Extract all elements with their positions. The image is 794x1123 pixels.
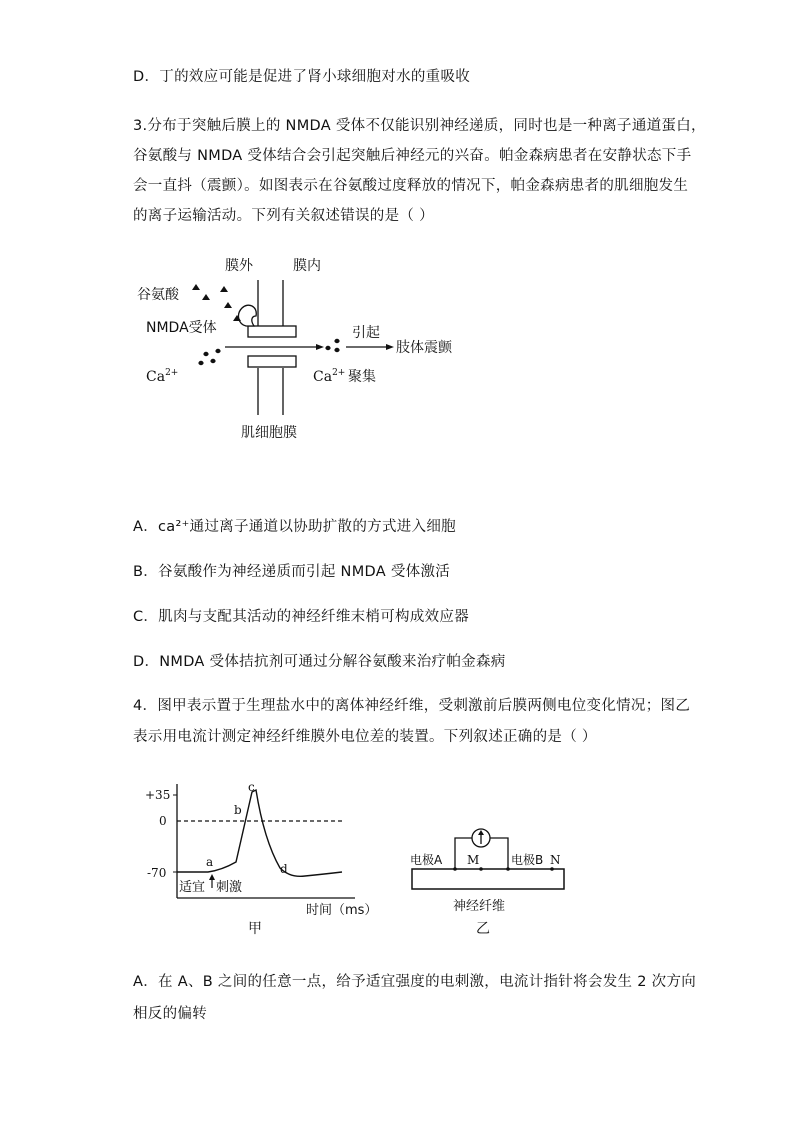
q3-stem-line-4: 的离子运输活动。下列有关叙述错误的是（ ） xyxy=(133,208,434,224)
q3-option-a: A．ca²⁺通过离子通道以协助扩散的方式进入细胞 xyxy=(133,519,456,535)
nmda-receptor-shape xyxy=(239,305,257,326)
label-gather: 聚集 xyxy=(348,369,376,385)
caption-jia: 甲 xyxy=(248,921,262,937)
q4-option-a-line-1: A．在 A、B 之间的任意一点，给予适宜强度的电刺激，电流计指针将会发生 2 次方向 xyxy=(133,974,697,990)
ion-flow-arrowhead xyxy=(316,344,324,350)
electrode-a-point xyxy=(453,867,457,871)
label-ca-left: $Ca^{2+}$ xyxy=(146,368,179,385)
ca-ions-right xyxy=(325,339,339,352)
channel-protein-bottom xyxy=(248,356,296,367)
label-inside: 膜内 xyxy=(293,258,321,274)
y-tick-zero: 0 xyxy=(159,814,167,828)
label-m: M xyxy=(467,853,480,867)
q4-figure-yi xyxy=(405,820,575,940)
ca-ions-left xyxy=(198,349,220,365)
x-axis-label: 时间（ms） xyxy=(306,903,378,918)
stimulus-arrowhead xyxy=(209,874,215,880)
point-b: b xyxy=(234,803,242,817)
label-fiber: 神经纤维 xyxy=(453,899,506,914)
label-nmda-receptor: NMDA受体 xyxy=(146,320,217,336)
label-n: N xyxy=(550,853,561,867)
q3-option-b: B．谷氨酸作为神经递质而引起 NMDA 受体激活 xyxy=(133,564,451,580)
prev-option-d: D．丁的效应可能是促进了肾小球细胞对水的重吸收 xyxy=(133,69,471,85)
cause-arrowhead xyxy=(386,344,394,350)
point-a: a xyxy=(206,855,214,869)
label-cause: 引起 xyxy=(352,325,380,341)
electrode-b-point xyxy=(506,867,510,871)
label-ca-right: $Ca^{2+}$ xyxy=(313,368,346,385)
label-outside: 膜外 xyxy=(225,258,253,274)
y-tick-plus35: +35 xyxy=(145,788,171,802)
caption-yi: 乙 xyxy=(476,921,490,937)
q3-stem-line-1: 3.分布于突触后膜上的 NMDA 受体不仅能识别神经递质，同时也是一种离子通道蛋白， xyxy=(133,118,706,134)
nerve-fiber xyxy=(412,869,564,889)
action-potential-curve xyxy=(177,790,342,876)
point-n-dot xyxy=(550,867,554,871)
q4-figure-jia xyxy=(140,780,380,940)
point-m-dot xyxy=(479,867,483,871)
label-tremor: 肢体震颤 xyxy=(396,340,452,356)
label-membrane: 肌细胞膜 xyxy=(241,425,297,441)
q3-stem-line-2: 谷氨酸与 NMDA 受体结合会引起突触后神经元的兴奋。帕金森病患者在安静状态下手 xyxy=(133,148,692,164)
label-glutamate: 谷氨酸 xyxy=(137,287,179,303)
point-c: c xyxy=(248,780,255,794)
q3-option-d: D．NMDA 受体拮抗剂可通过分解谷氨酸来治疗帕金森病 xyxy=(133,654,506,670)
glutamate-molecules xyxy=(192,284,241,321)
wire-right xyxy=(490,838,508,869)
q4-option-a-line-2: 相反的偏转 xyxy=(133,1006,207,1022)
q3-option-c: C．肌肉与支配其活动的神经纤维末梢可构成效应器 xyxy=(133,609,470,625)
stimulus-label-1: 适宜 xyxy=(179,880,206,895)
label-electrode-a: 电极A xyxy=(410,853,443,867)
q4-stem-line-2: 表示用电流计测定神经纤维膜外电位差的装置。下列叙述正确的是（ ） xyxy=(133,729,597,745)
stimulus-label-2: 刺激 xyxy=(216,880,243,895)
point-d: d xyxy=(280,862,288,876)
q4-stem-line-1: 4．图甲表示置于生理盐水中的离体神经纤维，受刺激前后膜两侧电位变化情况；图乙 xyxy=(133,698,691,714)
channel-protein-top xyxy=(248,326,296,337)
q3-stem-line-3: 会一直抖（震颤）。如图表示在谷氨酸过度释放的情况下，帕金森病患者的肌细胞发生 xyxy=(133,178,689,194)
q3-membrane-figure xyxy=(130,250,470,450)
label-electrode-b: 电极B xyxy=(511,853,544,867)
y-tick-minus70: -70 xyxy=(147,866,167,880)
